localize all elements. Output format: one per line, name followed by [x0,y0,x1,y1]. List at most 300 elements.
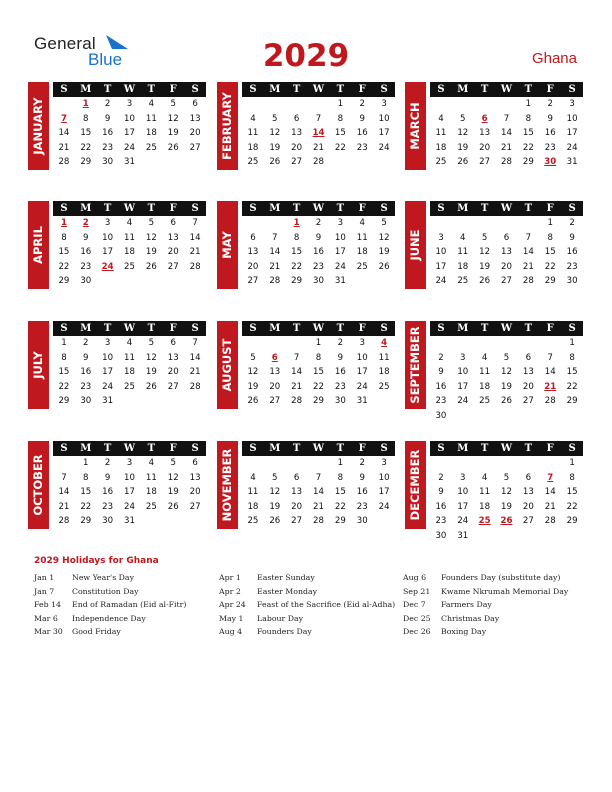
calendar-day: 10 [102,352,114,363]
holiday-date: Apr 2 [219,586,241,596]
calendar-day: 18 [457,261,469,272]
calendar-day: 10 [435,247,447,257]
weekday-label: S [380,84,388,95]
week-row [430,456,583,471]
calendar-day: 29 [566,396,578,406]
calendar-day: 5 [481,232,488,243]
calendar-day: 31 [356,396,368,406]
calendar-day: 13 [189,113,201,124]
calendar-day: 5 [272,472,278,483]
month-side-bar [405,441,426,529]
week-row [430,365,583,380]
holiday-day: 30 [544,157,557,167]
weekday-label: F [546,323,554,334]
weekday-label: S [191,323,199,334]
empty-day [430,216,452,231]
calendar-day: 16 [102,487,114,497]
calendar-day: 22 [334,501,346,512]
weekday-label: M [80,84,92,95]
calendar-day: 13 [291,487,303,497]
empty-day [286,456,308,471]
calendar-day: 17 [334,247,346,257]
weekday-label: M [457,84,469,95]
calendar-day: 27 [291,157,303,167]
weekday-label: F [169,443,177,454]
calendar-day: 5 [503,472,510,483]
calendar-day: 11 [145,472,157,483]
empty-day [140,155,162,170]
calendar-day: 29 [58,276,70,286]
month-day-grid [242,201,395,289]
calendar-day: 3 [460,352,466,363]
holiday-name: Boxing Day [441,627,487,636]
empty-day [496,409,518,424]
calendar-day: 16 [80,367,92,377]
holiday-date: Mar 6 [34,613,58,623]
calendar-day: 13 [167,232,179,243]
calendar-day: 13 [479,128,491,138]
calendar-day: 6 [293,472,300,483]
holiday-day: 1 [60,218,67,228]
month-name: JULY [31,351,45,379]
calendar-day: 18 [247,142,259,153]
month-side-bar [405,82,426,170]
month-december [405,441,583,541]
calendar-day: 8 [547,232,553,243]
calendar-day: 14 [501,128,512,138]
weekday-label: W [500,323,513,334]
calendar-day: 5 [381,218,387,228]
calendar-year: 2029 [262,38,350,74]
holiday-name: Labour Day [257,613,304,623]
calendar-day: 8 [525,113,532,124]
calendar-day: 4 [481,352,488,363]
calendar-day: 8 [337,113,344,124]
week-row [430,97,583,112]
holiday-day: 2 [82,218,89,228]
calendar-day: 12 [501,487,512,497]
empty-day [561,409,583,424]
month-august [217,321,395,409]
week-row [430,155,583,170]
calendar-day: 25 [356,261,368,272]
weekday-label: T [292,443,301,454]
month-march [405,82,583,170]
calendar-day: 11 [378,352,390,363]
holiday-name: Founders Day (substitute day) [441,573,561,582]
calendar-day: 12 [145,352,157,363]
weekday-label: T [336,443,345,454]
calendar-day: 25 [435,157,447,167]
calendar-day: 13 [522,367,534,377]
calendar-day: 5 [148,218,155,228]
calendar-day: 19 [269,142,281,153]
calendar-day: 7 [525,232,532,243]
calendar-day: 17 [457,381,469,392]
weekday-label: S [380,203,388,214]
weekday-header [242,201,395,216]
calendar-day: 9 [359,472,365,483]
weekday-label: F [169,84,177,95]
calendar-day: 2 [315,218,322,228]
calendar-day: 12 [167,113,179,124]
empty-day [496,97,518,112]
weekday-label: M [80,203,92,214]
calendar-day: 22 [522,142,534,153]
holiday-item [34,571,219,585]
calendar-day: 21 [313,501,324,512]
calendar-day: 20 [522,381,534,392]
calendar-day: 17 [124,128,135,138]
week-row [53,380,206,395]
weekday-label: T [524,323,533,334]
calendar-day: 19 [167,487,179,497]
calendar-day: 26 [269,157,281,167]
calendar-day: 6 [503,232,510,243]
calendar-day: 24 [378,501,390,512]
holiday-date: Apr 1 [219,573,241,582]
calendar-day: 11 [457,247,469,257]
empty-day [474,529,496,544]
holiday-item [403,571,588,585]
calendar-day: 29 [566,516,578,526]
month-day-grid [430,441,583,543]
calendar-day: 6 [293,113,300,124]
calendar-day: 15 [58,367,70,377]
week-row [53,155,206,170]
calendar-day: 24 [435,276,447,286]
calendar-day: 29 [80,516,92,526]
empty-day [373,274,395,289]
empty-day [517,529,539,544]
calendar-day: 22 [313,381,324,392]
weekday-label: T [336,84,345,95]
calendar-day: 9 [438,487,444,497]
calendar-day: 28 [544,516,556,526]
calendar-day: 19 [501,381,512,392]
holiday-item [219,571,404,585]
empty-day [184,274,206,289]
holiday-column [219,571,404,639]
month-name: MARCH [408,102,422,150]
weekday-label: F [546,443,554,454]
calendar-day: 24 [102,381,114,392]
holiday-date: May 1 [219,613,244,623]
calendar-day: 7 [315,472,322,483]
calendar-day: 5 [148,338,155,348]
month-february [217,82,395,170]
calendar-day: 30 [102,516,114,526]
week-row [53,500,206,515]
calendar-day: 8 [293,232,300,243]
calendar-day: 13 [291,128,303,138]
calendar-day: 4 [148,99,155,109]
calendar-day: 18 [247,501,259,512]
calendar-day: 23 [435,516,447,526]
calendar-day: 18 [479,501,491,512]
week-row [430,514,583,529]
holiday-day: 14 [312,128,325,138]
week-row [430,126,583,141]
calendar-day: 27 [479,157,491,167]
calendar-day: 26 [501,396,512,406]
calendar-day: 15 [58,247,70,257]
calendar-day: 12 [479,247,491,257]
calendar-day: 4 [126,338,133,348]
empty-day [97,274,119,289]
calendar-day: 16 [356,487,368,497]
calendar-day: 14 [291,367,303,377]
empty-day [242,456,264,471]
calendar-day: 10 [457,367,469,377]
weekday-label: T [480,203,489,214]
weekday-label: F [169,323,177,334]
calendar-day: 21 [501,142,512,153]
weekday-label: S [60,84,68,95]
calendar-day: 7 [192,338,198,348]
calendar-day: 26 [457,157,469,167]
calendar-day: 19 [247,381,259,392]
empty-day [286,336,308,351]
calendar-day: 9 [337,352,344,363]
calendar-day: 14 [189,352,201,363]
calendar-day: 15 [566,487,578,497]
weekday-header [430,441,583,456]
calendar-day: 21 [313,142,324,153]
calendar-day: 6 [170,338,176,348]
calendar-day: 24 [334,261,346,272]
week-row [242,141,395,156]
calendar-day: 1 [61,338,67,348]
calendar-day: 22 [58,381,70,392]
calendar-day: 30 [80,396,92,406]
calendar-day: 11 [435,128,447,138]
week-row [242,336,395,351]
calendar-day: 5 [250,352,256,363]
week-row [53,394,206,409]
weekday-label: T [103,443,112,454]
calendar-day: 3 [381,458,387,468]
calendar-day: 23 [80,381,92,392]
holiday-item [219,612,404,626]
calendar-day: 18 [145,128,157,138]
calendar-day: 27 [522,516,534,526]
weekday-label: F [358,443,366,454]
calendar-day: 23 [313,261,324,272]
calendar-day: 25 [247,157,259,167]
calendar-day: 20 [501,261,512,272]
calendar-day: 25 [145,142,157,153]
week-row [242,97,395,112]
week-row [430,245,583,260]
calendar-day: 22 [566,381,578,392]
weekday-label: S [249,323,257,334]
calendar-day: 18 [145,487,157,497]
holiday-date: Apr 24 [219,600,246,609]
calendar-day: 4 [460,232,466,243]
holiday-name: Good Friday [72,627,121,636]
week-row [242,380,395,395]
calendar-day: 31 [334,276,346,286]
calendar-day: 10 [378,113,390,124]
empty-day [430,97,452,112]
calendar-day: 3 [569,99,575,109]
weekday-label: T [103,203,112,214]
calendar-day: 27 [501,276,512,286]
calendar-day: 17 [457,501,469,512]
weekday-label: M [457,443,469,454]
week-row [242,245,395,260]
calendar-day: 14 [544,367,556,377]
week-row [430,409,583,424]
calendar-day: 22 [58,261,70,272]
holiday-name: End of Ramadan (Eid al-Fitr) [72,600,187,609]
calendar-day: 13 [247,247,259,257]
week-row [53,245,206,260]
weekday-label: T [147,443,156,454]
calendar-day: 3 [104,218,111,228]
logo-blue-text: Blue [88,50,123,69]
week-row [53,471,206,486]
week-row [53,97,206,112]
empty-day [264,456,286,471]
calendar-day: 19 [145,367,157,377]
calendar-day: 10 [334,232,346,243]
calendar-day: 5 [503,352,510,363]
week-row [242,216,395,231]
week-row [430,471,583,486]
week-row [53,351,206,366]
calendar-day: 9 [547,113,553,124]
calendar-day: 11 [124,352,135,363]
holiday-day: 1 [293,218,300,228]
calendar-day: 23 [435,396,447,406]
weekday-label: M [457,323,469,334]
weekday-label: S [380,443,388,454]
calendar-day: 1 [83,458,89,468]
weekday-label: S [191,84,199,95]
calendar-day: 13 [269,367,281,377]
calendar-day: 10 [566,113,578,124]
calendar-day: 19 [479,261,491,272]
calendar-day: 6 [192,99,198,109]
empty-day [351,274,373,289]
weekday-label: S [60,443,68,454]
empty-day [119,274,141,289]
month-side-bar [28,321,49,409]
calendar-day: 26 [247,396,259,406]
holidays-title: 2029 Holidays for Ghana [34,556,159,566]
empty-day [474,409,496,424]
weekday-header [430,201,583,216]
weekday-label: S [249,84,257,95]
empty-day [308,456,330,471]
calendar-day: 14 [269,247,281,257]
calendar-day: 19 [167,128,179,138]
calendar-day: 24 [124,501,135,512]
month-side-bar [217,321,238,409]
calendar-day: 31 [457,530,469,541]
holiday-item [34,598,219,612]
calendar-day: 29 [313,396,324,406]
calendar-day: 3 [438,232,444,243]
weekday-header [53,321,206,336]
calendar-day: 4 [126,218,133,228]
calendar-day: 13 [501,247,512,257]
calendar-day: 15 [313,367,324,377]
calendar-day: 1 [569,458,575,468]
empty-day [452,216,474,231]
week-row [242,126,395,141]
calendar-day: 22 [334,142,346,153]
calendar-day: 25 [124,261,135,272]
calendar-day: 18 [435,142,447,153]
calendar-day: 22 [291,261,303,272]
month-name: NOVEMBER [220,448,234,522]
calendar-day: 25 [378,381,390,392]
calendar-day: 28 [544,396,556,406]
calendar-day: 10 [124,472,135,483]
calendar-day: 21 [544,501,556,512]
empty-day [162,394,184,409]
calendar-day: 21 [189,247,201,257]
holiday-date: Aug 6 [403,573,427,582]
month-side-bar [405,321,426,409]
weekday-label: S [568,203,576,214]
weekday-header [242,321,395,336]
calendar-day: 13 [189,472,201,483]
weekday-header [430,321,583,336]
calendar-day: 7 [272,232,278,243]
country-name: Ghana [531,50,577,67]
calendar-day: 16 [544,128,556,138]
calendar-day: 26 [378,261,390,272]
calendar-day: 13 [167,352,179,363]
calendar-day: 26 [167,142,179,153]
calendar-day: 27 [291,516,303,526]
holiday-date: Dec 25 [403,613,431,623]
calendar-day: 14 [58,128,70,138]
calendar-day: 27 [167,261,179,272]
empty-day [53,97,75,112]
calendar-day: 11 [124,232,135,243]
empty-day [539,336,561,351]
weekday-label: F [546,203,554,214]
calendar-day: 20 [189,487,201,497]
empty-day [539,409,561,424]
holiday-date: Aug 4 [219,627,243,636]
weekday-label: F [358,323,366,334]
empty-day [539,456,561,471]
weekday-label: T [147,203,156,214]
calendar-day: 28 [291,396,303,406]
calendar-day: 11 [145,113,157,124]
calendar-day: 20 [269,381,281,392]
calendar-day: 9 [83,352,89,363]
empty-day [351,155,373,170]
weekday-label: T [292,84,301,95]
calendar-day: 9 [315,232,322,243]
calendar-day: 12 [269,487,281,497]
calendar-day: 26 [145,381,157,392]
calendar-day: 14 [522,247,534,257]
month-day-grid [53,82,206,170]
calendar-day: 2 [359,99,365,109]
week-row [53,274,206,289]
empty-day [517,409,539,424]
empty-day [242,216,264,231]
calendar-day: 2 [438,472,444,483]
